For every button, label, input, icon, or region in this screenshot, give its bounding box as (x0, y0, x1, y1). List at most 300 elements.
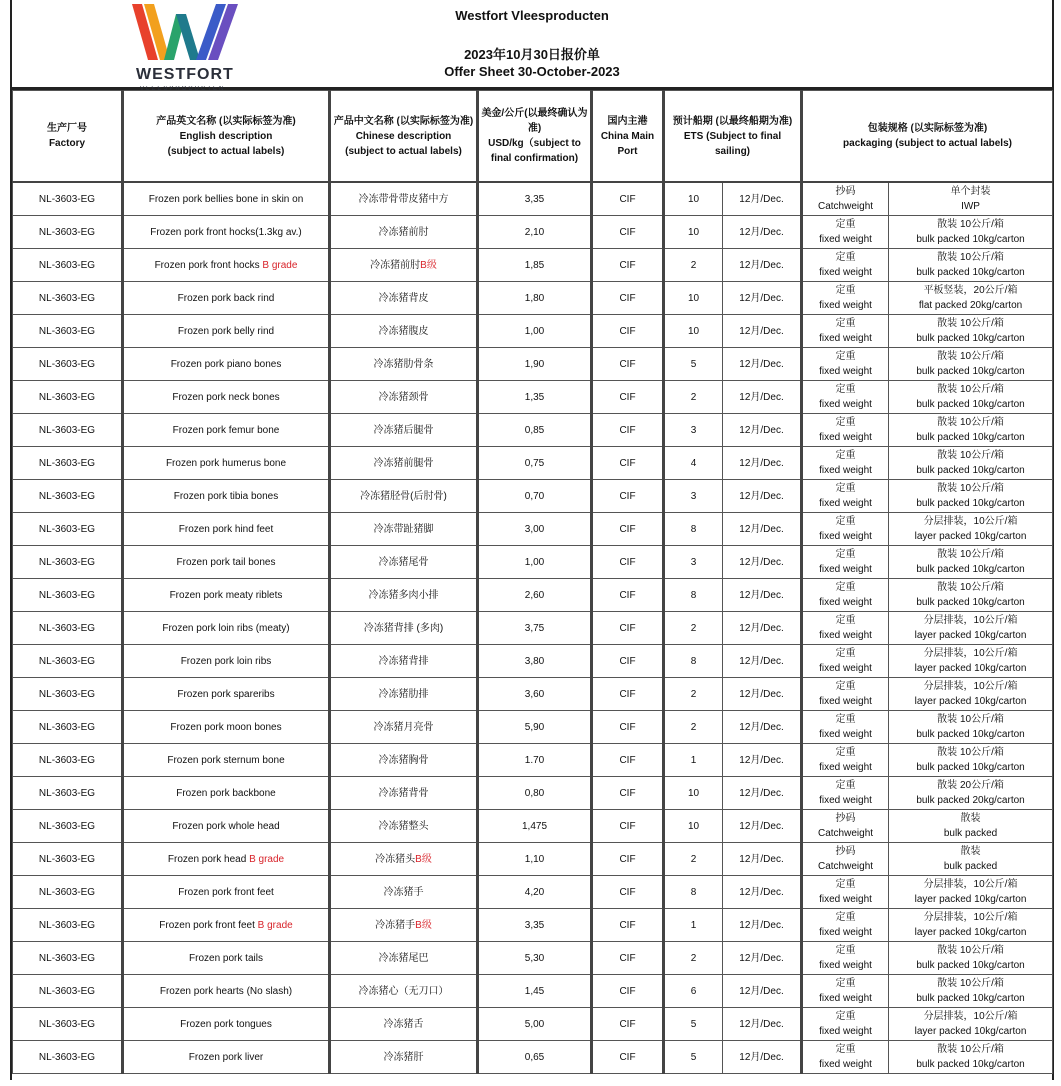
cell-ets-month (723, 315, 802, 348)
table-row (13, 612, 1053, 645)
cell-ets-quantity-text: 5 (690, 1051, 697, 1063)
packaging-cn: 平板竖装，20公斤/箱 (923, 285, 1018, 296)
cell-ets-quantity (664, 282, 723, 315)
cell-price-text: 1,00 (524, 556, 545, 568)
cell-factory-text: NL-3603-EG (38, 721, 96, 733)
cell-weight-type (802, 678, 889, 711)
weight-type-cn: 定重 (835, 747, 856, 758)
cell-weight-type (802, 612, 889, 645)
cell-price-text: 3,80 (524, 655, 545, 667)
weight-type-cn: 定重 (835, 516, 856, 527)
chinese-description-text: 冷冻猪尾骨 (378, 556, 429, 568)
cell-packaging (889, 810, 1053, 843)
cell-price-text: 0,80 (524, 787, 545, 799)
cell-chinese-description (330, 744, 478, 777)
header-english-description: 产品英文名称 (以实际标签为准) English description (subject to actual labels) (123, 91, 330, 183)
english-description-text: Frozen pork sternum bone (167, 754, 285, 766)
cell-packaging (889, 282, 1053, 315)
weight-type-en: fixed weight (819, 366, 872, 377)
weight-type-cn: 定重 (835, 417, 856, 428)
table-body (13, 182, 1053, 1074)
cell-packaging (889, 480, 1053, 513)
cell-weight-type (802, 579, 889, 612)
cell-port-text: CIF (619, 754, 636, 766)
cell-price (478, 678, 592, 711)
cell-factory-text: NL-3603-EG (38, 754, 96, 766)
english-description-text: Frozen pork belly rind (177, 325, 275, 337)
chinese-description-text: 冷冻猪月亮骨 (373, 721, 434, 733)
english-description-text: Frozen pork front hocks (154, 259, 263, 271)
cell-chinese-description (330, 777, 478, 810)
sheet-header (12, 0, 1052, 90)
packaging-en: bulk packed (943, 861, 998, 872)
cell-ets-quantity-text: 2 (690, 853, 697, 865)
chinese-description-text: 冷冻猪背骨 (378, 787, 429, 799)
cell-ets-quantity-text: 8 (690, 886, 697, 898)
cell-chinese-description (330, 282, 478, 315)
cell-ets-month (723, 579, 802, 612)
cell-ets-quantity (664, 843, 723, 876)
weight-type-cn: 定重 (835, 879, 856, 890)
cell-chinese-description (330, 975, 478, 1008)
cell-weight-type (802, 546, 889, 579)
table-row (13, 1041, 1053, 1074)
cell-factory-text: NL-3603-EG (38, 688, 96, 700)
cell-ets-month-text: 12月/Dec. (739, 1051, 784, 1063)
weight-type-en: Catchweight (818, 861, 874, 872)
cell-weight-type (802, 282, 889, 315)
cell-price-text: 1,475 (521, 820, 548, 832)
english-description-text: Frozen pork humerus bone (165, 457, 287, 469)
table-row (13, 876, 1053, 909)
cell-port (592, 348, 664, 381)
cell-port (592, 1041, 664, 1074)
grade-tag: B grade (257, 919, 293, 931)
packaging-cn: 散装 10公斤/箱 (937, 384, 1004, 395)
cell-ets-month (723, 612, 802, 645)
packaging-en: bulk packed 10kg/carton (916, 465, 1025, 476)
cell-weight-type (802, 942, 889, 975)
cell-price-text: 2,60 (524, 589, 545, 601)
cell-factory (13, 182, 123, 216)
cell-english-description (123, 777, 330, 810)
packaging-cn: 散装 20公斤/箱 (937, 780, 1004, 791)
weight-type-cn: 定重 (835, 780, 856, 791)
cell-port-text: CIF (619, 292, 636, 304)
cell-ets-quantity-text: 3 (690, 556, 697, 568)
chinese-description-text: 冷冻猪后腿骨 (373, 424, 434, 436)
cell-english-description (123, 942, 330, 975)
cell-port-text: CIF (619, 655, 636, 667)
chinese-description-text: 冷冻猪肝 (383, 1051, 424, 1063)
weight-type-en: fixed weight (819, 1026, 872, 1037)
cell-ets-quantity (664, 909, 723, 942)
cell-ets-quantity-text: 10 (687, 292, 700, 304)
english-description-text: Frozen pork tail bones (176, 556, 276, 568)
cell-english-description (123, 381, 330, 414)
table-row (13, 1008, 1053, 1041)
cell-chinese-description (330, 414, 478, 447)
cell-packaging (889, 612, 1053, 645)
cell-weight-type (802, 182, 889, 216)
cell-port (592, 942, 664, 975)
cell-ets-quantity (664, 315, 723, 348)
weight-type-en: Catchweight (818, 201, 874, 212)
cell-factory (13, 447, 123, 480)
english-description-text: Frozen pork femur bone (172, 424, 280, 436)
header-ets: 预计船期 (以最终船期为准) ETS (Subject to final sailing) (664, 91, 802, 183)
grade-tag: B级 (420, 259, 437, 271)
cell-ets-month-text: 12月/Dec. (739, 1018, 784, 1030)
cell-price-text: 5,90 (524, 721, 545, 733)
cell-ets-quantity (664, 744, 723, 777)
cell-price-text: 0,75 (524, 457, 545, 469)
chinese-description-text: 冷冻猪整头 (378, 820, 429, 832)
cell-ets-quantity-text: 1 (690, 754, 697, 766)
packaging-en: flat packed 20kg/carton (918, 300, 1023, 311)
cell-factory-text: NL-3603-EG (38, 523, 96, 535)
weight-type-cn: 定重 (835, 582, 856, 593)
weight-type-en: fixed weight (819, 993, 872, 1004)
cell-port (592, 1008, 664, 1041)
weight-type-en: fixed weight (819, 465, 872, 476)
cell-factory (13, 348, 123, 381)
header-chinese-description: 产品中文名称 (以实际标签为准) Chinese description (subject to actual labels) (330, 91, 478, 183)
cell-english-description (123, 282, 330, 315)
cell-price (478, 381, 592, 414)
cell-ets-quantity-text: 10 (687, 787, 700, 799)
packaging-en: layer packed 10kg/carton (914, 927, 1027, 938)
cell-ets-quantity (664, 216, 723, 249)
cell-factory-text: NL-3603-EG (38, 886, 96, 898)
cell-factory-text: NL-3603-EG (38, 1051, 96, 1063)
cell-port-text: CIF (619, 193, 636, 205)
cell-price (478, 843, 592, 876)
cell-factory-text: NL-3603-EG (38, 787, 96, 799)
cell-packaging (889, 315, 1053, 348)
cell-packaging (889, 447, 1053, 480)
chinese-description-text: 冷冻猪颈骨 (378, 391, 429, 403)
weight-type-en: fixed weight (819, 927, 872, 938)
cell-price (478, 414, 592, 447)
table-row (13, 546, 1053, 579)
cell-ets-month-text: 12月/Dec. (739, 490, 784, 502)
chinese-description-text: 冷冻猪肋骨条 (373, 358, 434, 370)
cell-weight-type (802, 744, 889, 777)
cell-price-text: 1,85 (524, 259, 545, 271)
packaging-cn: 散装 (960, 846, 981, 857)
packaging-cn: 散装 10公斤/箱 (937, 219, 1004, 230)
cell-port-text: CIF (619, 424, 636, 436)
packaging-cn: 散装 10公斤/箱 (937, 450, 1004, 461)
chinese-description-text: 冷冻带骨带皮猪中方 (358, 193, 449, 205)
packaging-en: bulk packed 10kg/carton (916, 366, 1025, 377)
packaging-en: bulk packed 10kg/carton (916, 597, 1025, 608)
weight-type-en: fixed weight (819, 399, 872, 410)
cell-ets-month-text: 12月/Dec. (739, 919, 784, 931)
cell-port (592, 876, 664, 909)
cell-price-text: 3,00 (524, 523, 545, 535)
chinese-description-text: 冷冻猪胸骨 (378, 754, 429, 766)
cell-price (478, 612, 592, 645)
cell-port-text: CIF (619, 853, 636, 865)
cell-ets-quantity-text: 3 (690, 424, 697, 436)
weight-type-cn: 定重 (835, 1044, 856, 1055)
offer-sheet (10, 0, 1054, 1080)
cell-ets-month-text: 12月/Dec. (739, 424, 784, 436)
cell-weight-type (802, 414, 889, 447)
table-row (13, 513, 1053, 546)
weight-type-en: Catchweight (818, 828, 874, 839)
cell-weight-type (802, 480, 889, 513)
cell-english-description (123, 414, 330, 447)
cell-price-text: 3,35 (524, 193, 545, 205)
grade-tag: B grade (262, 259, 298, 271)
cell-price-text: 1,90 (524, 358, 545, 370)
packaging-cn: 散装 10公斤/箱 (937, 417, 1004, 428)
cell-english-description (123, 876, 330, 909)
packaging-cn: 散装 10公斤/箱 (937, 252, 1004, 263)
cell-ets-month (723, 546, 802, 579)
english-description-text: Frozen pork tails (189, 952, 263, 964)
cell-ets-month (723, 744, 802, 777)
weight-type-en: fixed weight (819, 762, 872, 773)
cell-port-text: CIF (619, 688, 636, 700)
cell-english-description (123, 1008, 330, 1041)
cell-ets-quantity (664, 876, 723, 909)
weight-type-en: fixed weight (819, 333, 872, 344)
cell-english-description (123, 612, 330, 645)
company-name: Westfort Vleesproducten (455, 8, 609, 23)
cell-port-text: CIF (619, 325, 636, 337)
cell-packaging (889, 1008, 1053, 1041)
cell-ets-quantity-text: 2 (690, 259, 697, 271)
english-description-text: Frozen pork front feet (159, 919, 258, 931)
packaging-en: layer packed 10kg/carton (914, 531, 1027, 542)
cell-ets-month-text: 12月/Dec. (739, 391, 784, 403)
cell-ets-month (723, 975, 802, 1008)
cell-english-description (123, 216, 330, 249)
cell-packaging (889, 678, 1053, 711)
cell-price (478, 182, 592, 216)
table-row (13, 480, 1053, 513)
cell-ets-month (723, 282, 802, 315)
cell-chinese-description (330, 182, 478, 216)
cell-port (592, 513, 664, 546)
cell-english-description (123, 810, 330, 843)
cell-english-description (123, 546, 330, 579)
packaging-en: bulk packed 20kg/carton (916, 795, 1025, 806)
packaging-cn: 分层排装，10公斤/箱 (923, 516, 1018, 527)
cell-ets-month (723, 711, 802, 744)
cell-chinese-description (330, 216, 478, 249)
cell-packaging (889, 975, 1053, 1008)
cell-price-text: 3,60 (524, 688, 545, 700)
cell-weight-type (802, 447, 889, 480)
cell-port (592, 315, 664, 348)
table-row (13, 909, 1053, 942)
table-header (13, 91, 1053, 183)
grade-tag: B grade (249, 853, 285, 865)
cell-port-text: CIF (619, 787, 636, 799)
cell-factory-text: NL-3603-EG (38, 985, 96, 997)
cell-price (478, 810, 592, 843)
english-description-text: Frozen pork head (167, 853, 250, 865)
english-description-text: Frozen pork front feet (178, 886, 274, 898)
packaging-cn: 散装 10公斤/箱 (937, 318, 1004, 329)
cell-ets-month-text: 12月/Dec. (739, 952, 784, 964)
cell-factory-text: NL-3603-EG (38, 853, 96, 865)
weight-type-cn: 定重 (835, 549, 856, 560)
cell-price-text: 5,00 (524, 1018, 545, 1030)
cell-port (592, 777, 664, 810)
weight-type-cn: 定重 (835, 912, 856, 923)
packaging-cn: 分层排装，10公斤/箱 (923, 648, 1018, 659)
header-factory: 生产厂号 Factory (13, 91, 123, 183)
cell-price-text: 1,35 (524, 391, 545, 403)
cell-ets-quantity (664, 612, 723, 645)
cell-english-description (123, 975, 330, 1008)
cell-ets-month (723, 645, 802, 678)
cell-factory-text: NL-3603-EG (38, 622, 96, 634)
cell-chinese-description (330, 1041, 478, 1074)
cell-packaging (889, 216, 1053, 249)
cell-ets-quantity (664, 645, 723, 678)
cell-chinese-description (330, 315, 478, 348)
cell-price (478, 546, 592, 579)
weight-type-en: fixed weight (819, 531, 872, 542)
cell-port (592, 447, 664, 480)
chinese-description-text: 冷冻猪多肉小排 (368, 589, 439, 601)
cell-ets-quantity (664, 414, 723, 447)
english-description-text: Frozen pork meaty riblets (169, 589, 283, 601)
packaging-en: bulk packed 10kg/carton (916, 993, 1025, 1004)
cell-factory-text: NL-3603-EG (38, 490, 96, 502)
cell-price (478, 216, 592, 249)
table-row (13, 315, 1053, 348)
cell-ets-quantity-text: 6 (690, 985, 697, 997)
packaging-en: bulk packed 10kg/carton (916, 1059, 1025, 1070)
packaging-cn: 散装 10公斤/箱 (937, 714, 1004, 725)
cell-factory (13, 513, 123, 546)
cell-price-text: 0,65 (524, 1051, 545, 1063)
cell-price (478, 513, 592, 546)
cell-packaging (889, 843, 1053, 876)
cell-english-description (123, 678, 330, 711)
table-row (13, 381, 1053, 414)
cell-port (592, 744, 664, 777)
cell-ets-month (723, 843, 802, 876)
cell-english-description (123, 348, 330, 381)
cell-factory (13, 876, 123, 909)
chinese-description-text: 冷冻带趾猪脚 (373, 523, 434, 535)
packaging-cn: 散装 10公斤/箱 (937, 1044, 1004, 1055)
weight-type-en: fixed weight (819, 894, 872, 905)
cell-port (592, 612, 664, 645)
cell-factory (13, 282, 123, 315)
english-description-text: Frozen pork loin ribs (meaty) (162, 622, 290, 634)
packaging-en: bulk packed 10kg/carton (916, 729, 1025, 740)
cell-ets-month (723, 381, 802, 414)
english-description-text: Frozen pork moon bones (170, 721, 282, 733)
packaging-en: layer packed 10kg/carton (914, 663, 1027, 674)
chinese-description-text: 冷冻猪腹皮 (378, 325, 429, 337)
cell-factory-text: NL-3603-EG (38, 259, 96, 271)
cell-chinese-description (330, 909, 478, 942)
cell-price-text: 1,80 (524, 292, 545, 304)
english-description-text: Frozen pork liver (188, 1051, 264, 1063)
chinese-description-text: 冷冻猪舌 (383, 1018, 424, 1030)
packaging-cn: 散装 10公斤/箱 (937, 483, 1004, 494)
weight-type-cn: 定重 (835, 219, 856, 230)
cell-weight-type (802, 975, 889, 1008)
cell-packaging (889, 909, 1053, 942)
cell-factory-text: NL-3603-EG (38, 457, 96, 469)
table-row (13, 348, 1053, 381)
cell-ets-month (723, 249, 802, 282)
cell-weight-type (802, 645, 889, 678)
cell-ets-month-text: 12月/Dec. (739, 292, 784, 304)
packaging-en: bulk packed 10kg/carton (916, 432, 1025, 443)
cell-port-text: CIF (619, 358, 636, 370)
cell-weight-type (802, 843, 889, 876)
cell-factory (13, 1041, 123, 1074)
cell-factory-text: NL-3603-EG (38, 1018, 96, 1030)
title-english: Offer Sheet 30-October-2023 (444, 64, 620, 79)
packaging-en: bulk packed (943, 828, 998, 839)
cell-ets-quantity (664, 1008, 723, 1041)
cell-chinese-description (330, 843, 478, 876)
cell-port-text: CIF (619, 721, 636, 733)
cell-packaging (889, 414, 1053, 447)
cell-packaging (889, 1041, 1053, 1074)
cell-price-text: 0,70 (524, 490, 545, 502)
weight-type-en: fixed weight (819, 597, 872, 608)
weight-type-cn: 定重 (835, 285, 856, 296)
cell-port-text: CIF (619, 490, 636, 502)
cell-ets-quantity-text: 2 (690, 688, 697, 700)
header-price: 美金/公斤(以最终确认为准) USD/kg（subject to final confirmation) (478, 91, 592, 183)
weight-type-en: fixed weight (819, 564, 872, 575)
cell-ets-quantity (664, 513, 723, 546)
packaging-cn: 散装 (960, 813, 981, 824)
cell-price-text: 5,30 (524, 952, 545, 964)
weight-type-en: fixed weight (819, 630, 872, 641)
cell-factory (13, 678, 123, 711)
cell-chinese-description (330, 810, 478, 843)
cell-price (478, 1041, 592, 1074)
header-packaging: 包装规格 (以实际标签为准) packaging (subject to actual labels) (802, 91, 1053, 183)
cell-packaging (889, 182, 1053, 216)
cell-ets-month (723, 876, 802, 909)
cell-price (478, 348, 592, 381)
table-row (13, 777, 1053, 810)
packaging-en: bulk packed 10kg/carton (916, 564, 1025, 575)
english-description-text: Frozen pork neck bones (172, 391, 280, 403)
packaging-cn: 分层排装，10公斤/箱 (923, 1011, 1018, 1022)
cell-factory (13, 909, 123, 942)
cell-port-text: CIF (619, 391, 636, 403)
table-row (13, 678, 1053, 711)
cell-weight-type (802, 249, 889, 282)
cell-ets-month (723, 348, 802, 381)
cell-price (478, 315, 592, 348)
table-row (13, 282, 1053, 315)
cell-port (592, 414, 664, 447)
cell-price (478, 645, 592, 678)
cell-weight-type (802, 315, 889, 348)
cell-ets-month (723, 909, 802, 942)
